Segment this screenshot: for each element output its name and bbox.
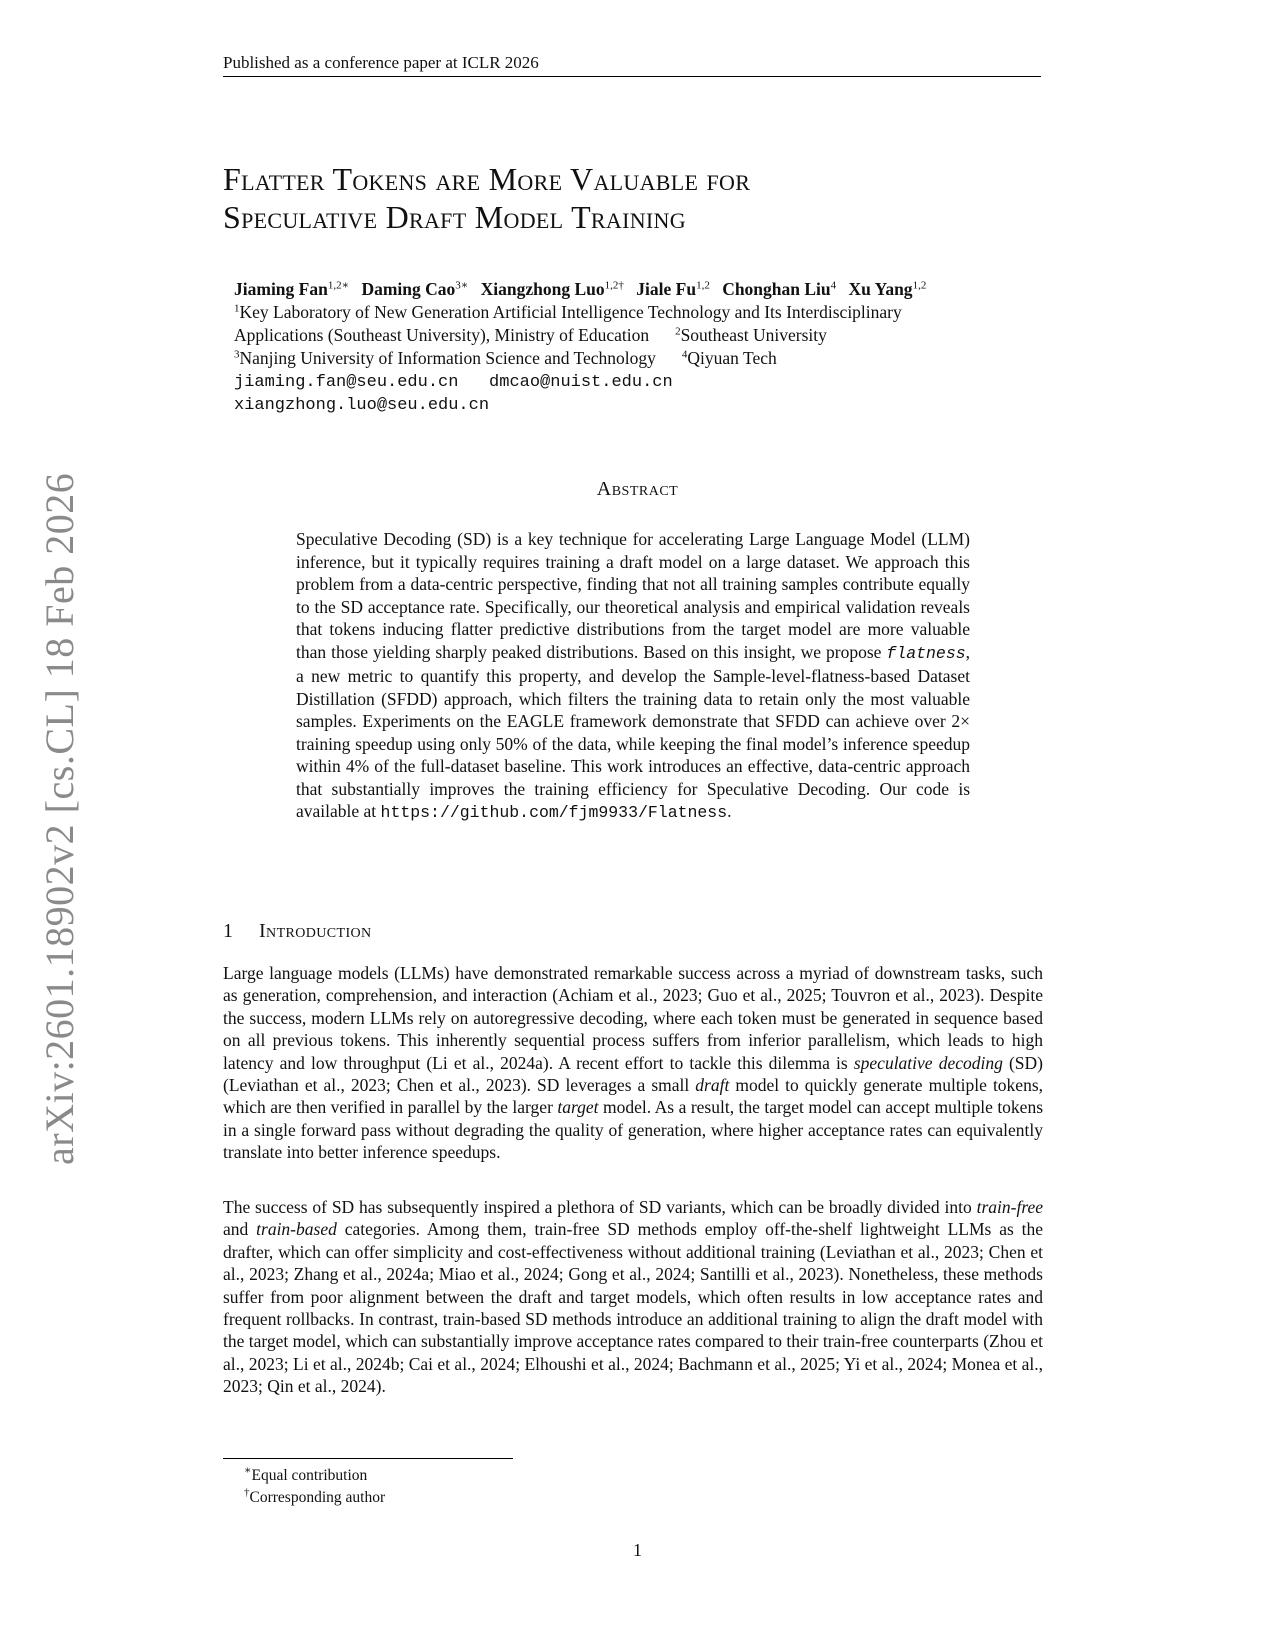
section-title: Introduction xyxy=(259,920,372,942)
para-text: Large language models (LLMs) have demonstrated remarkable success across a myriad of downstream tasks, such as generation, comprehension, and interaction (Achiam et al., 2023; Guo et al., 2025; Touvron et al., 2023). Despite the success, modern LLMs rely on autoregressive decoding, where each token must be generated in sequence based on all previous tokens. This inherently sequential process suffers from inferior parallelism, which leads to high latency and low throughput (Li et al., 2024a). A recent effort to tackle this dilemma is xyxy=(223,963,1043,1073)
para-text: model. As a result, the target model can accept multiple tokens in a single forward pass without degrading the quality of generation, where higher acceptance rates can equivalently translate into better inference speedups. xyxy=(223,1097,1044,1163)
para-text: categories. Among them, train-free SD methods employ off-the-shelf lightweight LLMs as the drafter, which can offer simplicity and cost-effectiveness without additional training (Leviathan et al., 2023; Chen et al., 2023; Zhang et al., 2024a; Miao et al., 2024; Gong et al., 2024; Santilli et al., 2023). Nonetheless, these methods suffer from poor alignment between the draft and target models, which often results in low acceptance rates and frequent rollbacks. In contrast, train-based SD methods introduce an additional training to align the draft model with the target model, which can substantially improve acceptance rates compared to their train-free counterparts (Zhou et al., 2023; Li et al., 2024b; Cai et al., 2024; Elhoushi et al., 2024; Bachmann et al., 2025; Yi et al., 2024; Monea et al., 2023; Qin et al., 2024). xyxy=(223,1219,1044,1397)
affiliation-line-1 xyxy=(234,301,1054,324)
para-text: model to quickly generate multiple tokens, which are then verified in parallel by the larger xyxy=(223,1075,1044,1118)
abstract-heading: Abstract xyxy=(596,478,679,500)
para-text: The success of SD has subsequently inspired a plethora of SD variants, which can be broadly divided into xyxy=(223,1197,972,1217)
title-line-1: Flatter Tokens are More Valuable for xyxy=(223,161,751,197)
author-list xyxy=(234,278,1054,301)
footnote-mark: ∗ xyxy=(244,1464,252,1477)
conference-header: Published as a conference paper at ICLR 2026 xyxy=(223,52,1041,77)
affiliation-sup: 4 xyxy=(681,348,688,361)
author-name: Chonghan Liu xyxy=(722,279,831,299)
affiliation-text: Key Laboratory of New Generation Artificial Intelligence Technology and Its Interdisciplinary xyxy=(239,302,902,322)
para-emphasis: train-based xyxy=(256,1219,337,1240)
para-emphasis: speculative decoding xyxy=(853,1052,1003,1073)
email-line-1[interactable]: jiaming.fan@seu.edu.cn dmcao@nuist.edu.cn xyxy=(234,373,673,392)
author-sup: 1,2∗ xyxy=(327,279,350,292)
affiliation-text: Southeast University xyxy=(680,325,827,345)
abstract-end: . xyxy=(727,801,732,821)
footnote-text: Corresponding author xyxy=(249,1489,386,1506)
section-heading xyxy=(223,920,372,943)
abstract-body xyxy=(296,528,970,825)
affiliation-text: Applications (Southeast University), Ministry of Education xyxy=(234,325,650,345)
affiliation-sup: 1 xyxy=(234,302,240,315)
author-name: Daming Cao xyxy=(361,279,456,299)
abstract-text: Speculative Decoding (SD) is a key technique for accelerating Large Language Model (LLM) inference, but it typically requires training a draft model on a large dataset. We approach this problem from a data-centric perspective, finding that not all training samples contribute equally to the SD acceptance rate. Specifically, our theoretical analysis and empirical validation reveals that tokens inducing flatter predictive distributions from the target model are more valuable than those yielding sharply peaked distributions. Based on this insight, we propose xyxy=(296,529,970,662)
para-text: and xyxy=(223,1219,249,1240)
affiliation-text: Qiyuan Tech xyxy=(687,348,777,368)
para-emphasis: draft xyxy=(695,1075,730,1096)
affiliation-line-2 xyxy=(234,324,1054,347)
author-sup: 1,2† xyxy=(604,279,624,292)
code-url-link[interactable]: https://github.com/fjm9933/Flatness xyxy=(380,803,728,822)
author-name: Jiale Fu xyxy=(636,279,697,299)
footnote-divider xyxy=(223,1458,513,1459)
affiliation-sup: 3 xyxy=(234,348,240,361)
affiliation-sup: 2 xyxy=(675,325,681,338)
paper-title xyxy=(223,160,1043,236)
abstract-text: , a new metric to quantify this property, and develop the Sample-level-flatness-based Dataset Distillation (SFDD) approach, which filters the training data to retain only the most valuable samples. Experiments on the EAGLE framework demonstrate that SFDD can achieve over 2× training speedup using only 50% of the data, while keeping the final model’s inference speedup within 4% of the full-dataset baseline. This work introduces an effective, data-centric approach that substantially improves the training efficiency for Speculative Decoding. Our code is available at xyxy=(296,641,971,821)
author-sup: 1,2 xyxy=(912,279,927,292)
author-name: Jiaming Fan xyxy=(234,279,328,299)
arxiv-stamp: arXiv:2601.18902v2 [cs.CL] 18 Feb 2026 xyxy=(37,472,82,1165)
para-emphasis: target xyxy=(557,1097,599,1118)
footnote-text: Equal contribution xyxy=(251,1467,368,1484)
footnote-2 xyxy=(244,1488,385,1508)
author-name: Xiangzhong Luo xyxy=(480,279,605,299)
email-line-2[interactable]: xiangzhong.luo@seu.edu.cn xyxy=(234,396,490,415)
intro-paragraph-1 xyxy=(223,962,1043,1164)
section-number: 1 xyxy=(223,920,234,942)
author-sup: 1,2 xyxy=(696,279,710,292)
author-name: Xu Yang xyxy=(848,279,913,299)
para-text: (SD) (Leviathan et al., 2023; Chen et al., 2023). SD leverages a small xyxy=(223,1052,1044,1096)
flatness-term: flatness xyxy=(886,643,966,663)
para-emphasis: train-free xyxy=(976,1197,1044,1217)
footnote-1 xyxy=(244,1466,367,1486)
author-sup: 4 xyxy=(830,279,837,292)
intro-paragraph-2 xyxy=(223,1196,1043,1398)
affiliation-text: Nanjing University of Information Science and Technology xyxy=(239,348,656,368)
footnote-mark: † xyxy=(244,1486,250,1499)
title-line-2: Speculative Draft Model Training xyxy=(223,199,686,235)
author-sup: 3∗ xyxy=(455,279,469,292)
affiliation-line-3 xyxy=(234,347,1054,370)
page-number: 1 xyxy=(633,1540,642,1560)
